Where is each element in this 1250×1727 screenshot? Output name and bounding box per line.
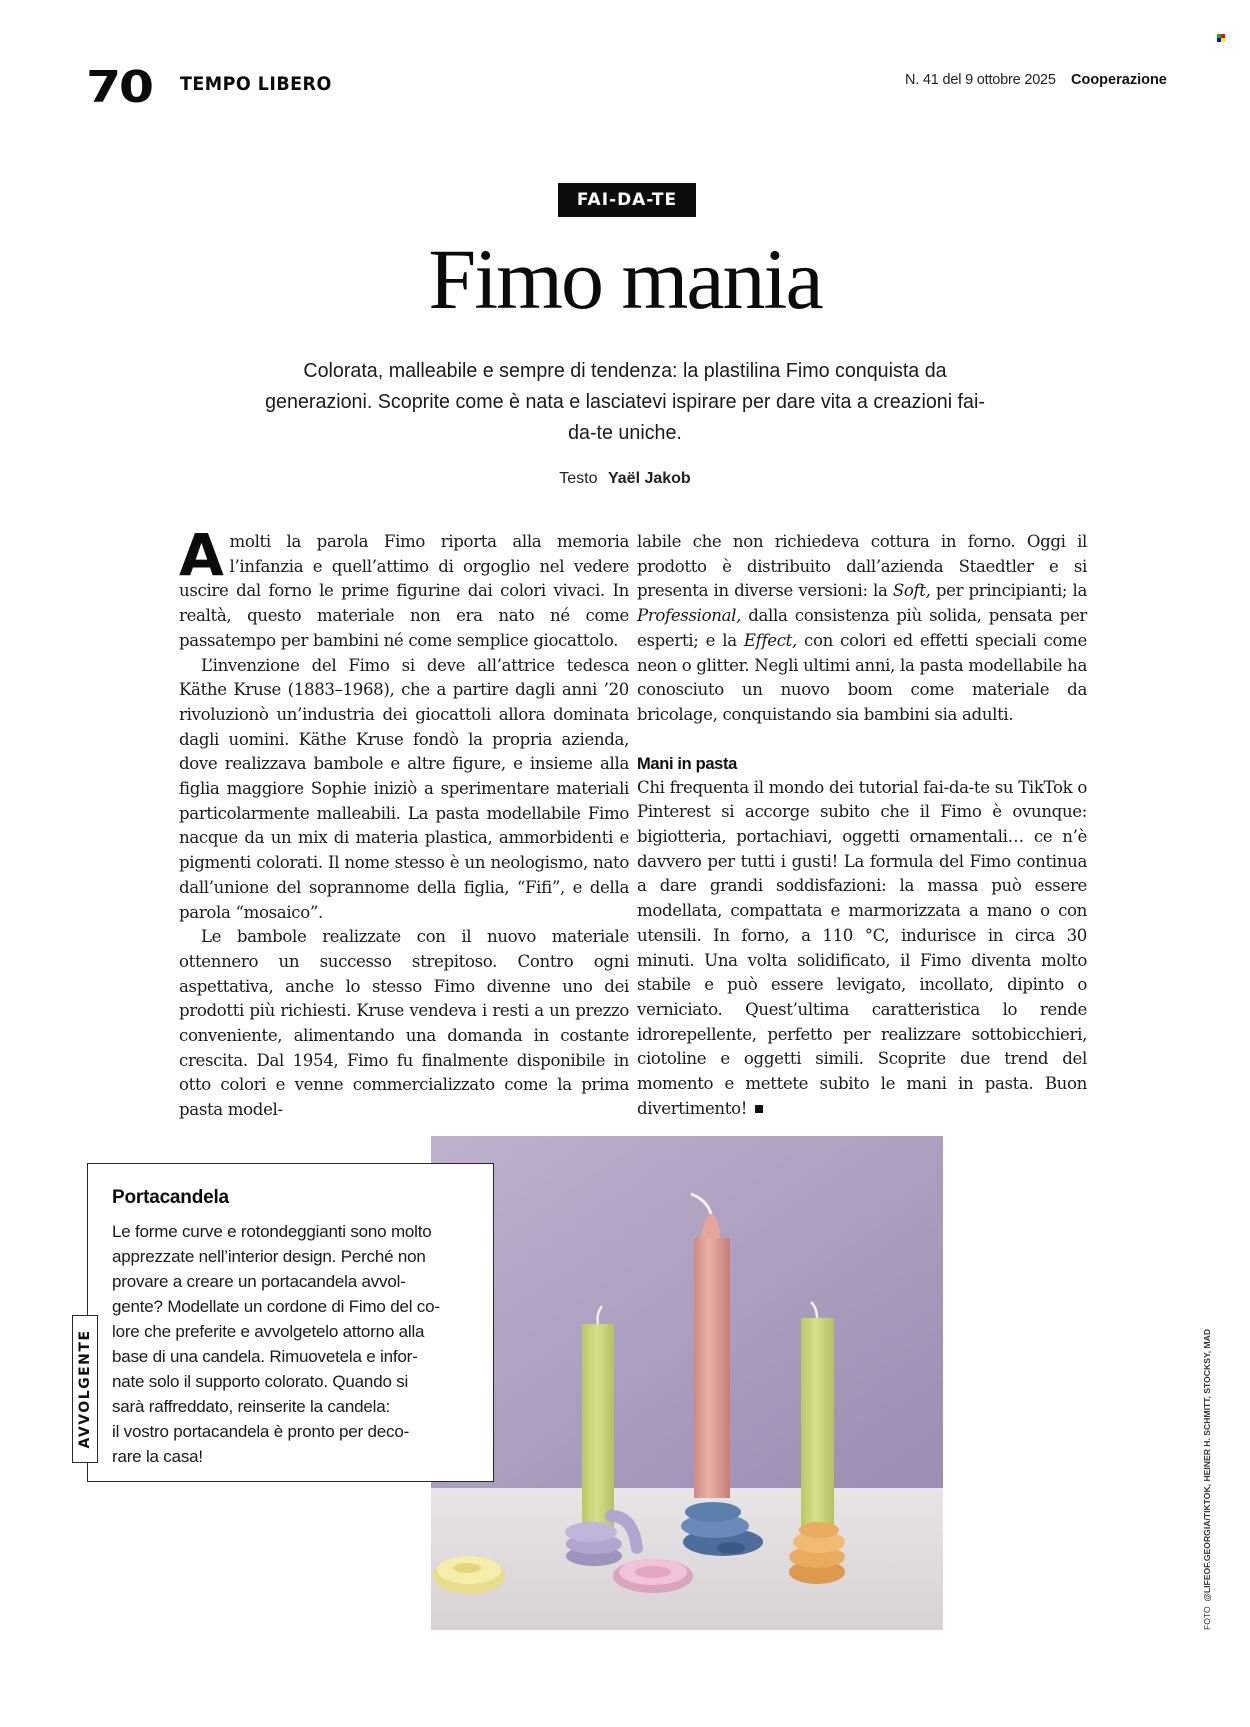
paragraph-text: molti la parola Fimo riporta alla memoria l’infanzia e quell’attimo di orgoglio nel vedere uscire dal forno le prime figurine dai colori vivaci. In realtà, questo materiale non era nato né come passatempo per bambini né come semplice giocattolo. — [179, 532, 629, 650]
kicker-badge: FAI-DA-TE — [558, 183, 696, 217]
page-number: 70 — [86, 62, 152, 113]
pink-candle-center — [691, 1194, 730, 1498]
end-mark-icon — [755, 1105, 763, 1113]
author-name: Yaël Jakob — [607, 470, 691, 487]
print-registration-mark-icon — [1217, 34, 1225, 42]
photo-credit — [1202, 1329, 1212, 1630]
paragraph-text: labile che non richiedeva cottura in forno. Oggi il prodotto è distribuito dall’azienda Staedtler e si presenta in diverse versioni: la — [637, 532, 1087, 601]
product-name-soft: Soft, — [892, 581, 931, 601]
tip-box-side-label — [72, 1315, 98, 1463]
photo-wall — [431, 1136, 943, 1488]
credit-label: FOTO — [1202, 1606, 1212, 1630]
tip-box — [87, 1163, 494, 1482]
drop-cap: A — [179, 521, 224, 589]
paragraph-text: con colori ed effetti speciali come neon o glitter. Negli ultimi anni, la pasta modellabile ha conosciuto un nuovo boom come materiale da bricolage, conquistando sia bambini sia adulti. — [637, 630, 1087, 724]
article-column-left — [179, 521, 629, 1123]
paragraph: Le bambole realizzate con il nuovo materiale ottennero un successo strepitoso. Contro ogni aspettativa, anche lo stesso Fimo divenne uno dei prodotti più richiesti. Kruse vendeva i resti a un prezzo conveniente, alimentando una domanda in costante crescita. Dal 1954, Fimo fu finalmente disponibile in otto colori e venne commercializzato come la prima pasta model- — [179, 927, 629, 1120]
green-candle-right — [801, 1302, 834, 1556]
paragraph-text: Chi frequenta il mondo dei tutorial fai-da-te su TikTok o Pinterest si accorge subito che il Fimo è ovunque: bigiotteria, portachiavi, oggetti ornamentali… ce n’è davvero per tutti i gusti! La formula del Fimo continua a dare grandi soddisfazioni: la massa può essere modellata, compattata e marmorizzata a mano o con utensili. In forno, a 110 °C, indurisce in circa 30 minuti. Una volta solidificato, il Fimo diventa molto stabile e può essere levigato, incollato, dipinto o verniciato. Quest’ultima caratteristica lo rende idrorepellente, perfetto per realizzare sottobicchieri, ciotoline e oggetti simili. Scoprite due trend del momento e mettete subito le mani in pasta. Buon divertimento! — [637, 777, 1087, 1118]
paragraph-text: per principianti; la — [930, 581, 1087, 601]
product-name-professional: Professional, — [637, 606, 741, 626]
yellow-holder — [433, 1556, 505, 1594]
tip-box-body: Le forme curve e rotondeggianti sono molto apprezzate nell’interior design. Perché non provare a creare un portacandela avvol- gente? Modellate un cordone di Fimo del co- lore che preferite e avvolgetelo attorno alla base di una candela. Rimuovetela e infor- nate solo il supporto colorato. Quando si sarà raffreddato, reinserite la candela: il vostro portacandela è pronto per deco- rare la casa! — [112, 1222, 440, 1466]
article-column-right — [637, 530, 1087, 1121]
byline — [0, 470, 1250, 488]
byline-label: Testo — [559, 470, 598, 487]
tip-box-title: Portacandela — [112, 1187, 229, 1208]
article-standfirst: Colorata, malleabile e sempre di tendenza: la plastilina Fimo conquista da generazioni. Scoprite come è nata e lasciatevi ispirare per dare vita a creazioni fai-da-te uniche. — [265, 359, 985, 444]
section-name: TEMPO LIBERO — [180, 73, 332, 95]
paragraph-intro — [179, 521, 629, 654]
paragraph-closing — [637, 776, 1087, 1122]
paragraph-continued — [637, 530, 1087, 728]
pink-holder — [613, 1559, 693, 1593]
product-name-effect: Effect, — [743, 630, 797, 650]
paragraph-text: dalla consistenza più solida, pensata per esperti; e la — [637, 606, 1087, 650]
issue-info: N. 41 del 9 ottobre 2025 — [905, 72, 1056, 88]
publication-name: Cooperazione — [1071, 72, 1167, 88]
credit-sources: @LIFEOF.GEORGIA/TIKTOK, HEINER H. SCHMITT, STOCKSY, MAD — [1202, 1328, 1212, 1602]
subheading: Mani in pasta — [637, 754, 737, 773]
article-title: Fimo mania — [428, 231, 822, 327]
candle-holders-illustration — [431, 1136, 943, 1630]
paragraph: L’invenzione del Fimo si deve all’attrice tedesca Käthe Kruse (1883–1968), che a partire dagli anni ’20 rivoluzionò un’industria dei giocattoli allora dominata dagli uomini. Käthe Kruse fondò la propria azienda, dove realizzava bambole e altre figure, e insieme alla figlia maggiore Sophie iniziò a sperimentare materiali particolarmente malleabili. La pasta modellabile Fimo nacque da un mix di materia plastica, ammorbidenti e pigmenti colorati. Il nome stesso è un neologismo, nato dall’unione del soprannome della figlia, “Fifi”, e della parola “mosaico”. — [179, 655, 629, 922]
mark-yellow — [1221, 38, 1225, 42]
side-label-text: AVVOLGENTE — [77, 1329, 93, 1449]
article-photo — [431, 1136, 943, 1630]
